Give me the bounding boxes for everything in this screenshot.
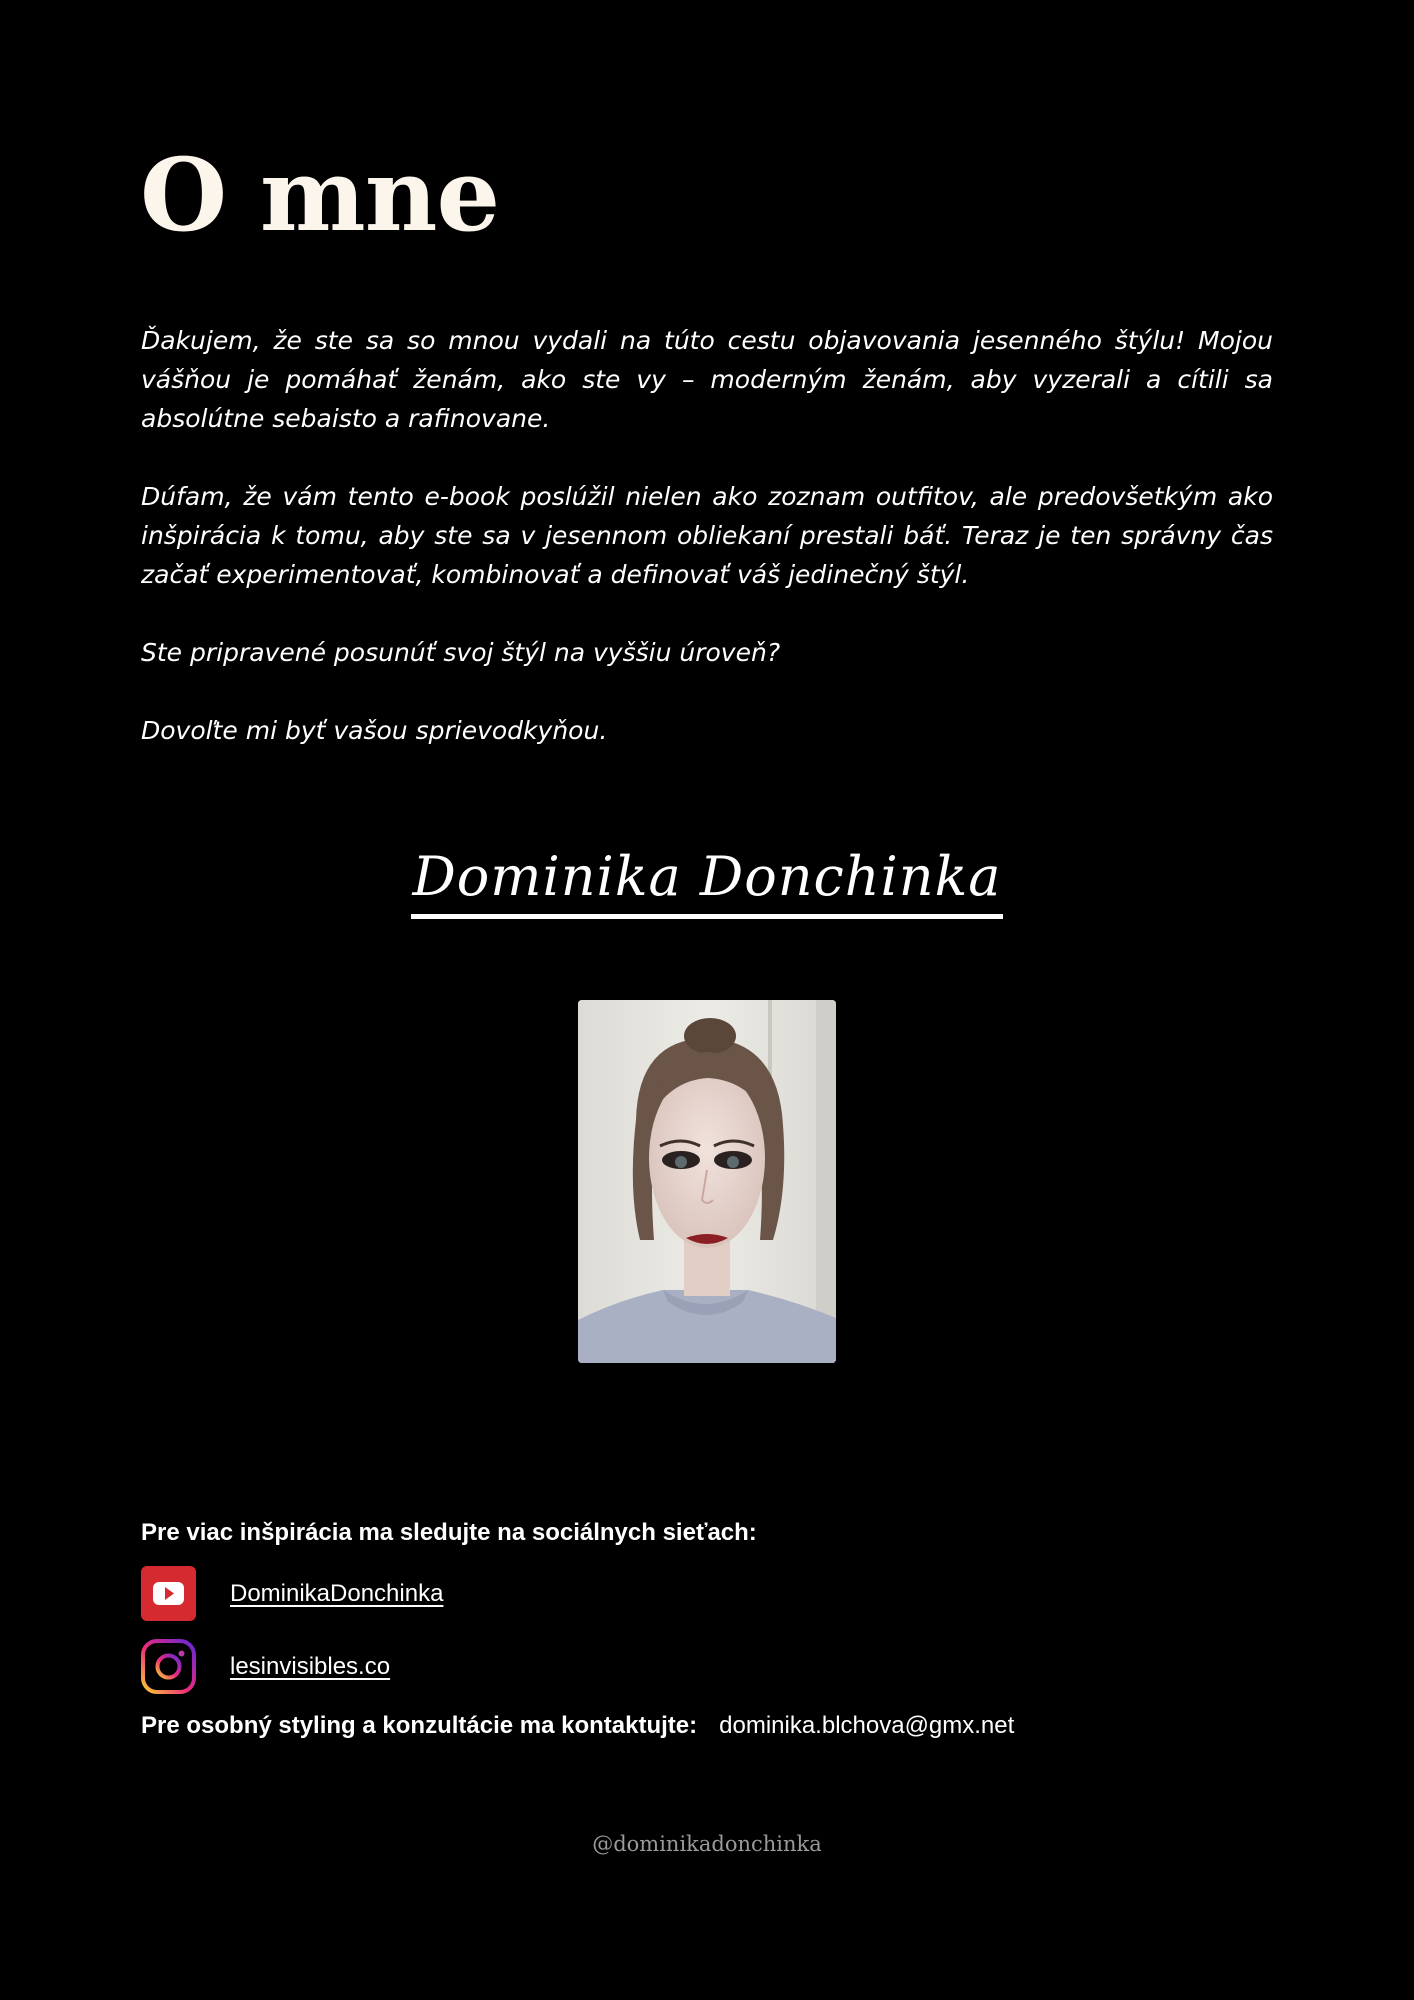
footer-handle: @dominikadonchinka — [592, 1832, 822, 1856]
portrait-photo — [578, 1000, 836, 1363]
intro-text — [141, 321, 1273, 789]
instagram-link[interactable]: lesinvisibles.co — [230, 1652, 391, 1680]
contact-email[interactable]: dominika.blchova@gmx.net — [719, 1712, 1015, 1739]
intro-paragraph-1: Ďakujem, že ste sa so mnou vydali na túto cestu objavovania jesenného štýlu! Mojou vášňou je pomáhať ženám, ako ste vy – moderným ženám, aby vyzerali a cítili sa absolútne sebaisto a rafinovane. — [141, 326, 1273, 433]
instagram-icon[interactable] — [141, 1639, 196, 1694]
youtube-link[interactable]: DominikaDonchinka — [230, 1579, 444, 1607]
signature — [0, 842, 1414, 919]
youtube-icon[interactable] — [141, 1566, 196, 1621]
contact-label: Pre osobný styling a konzultácie ma kontaktujte: — [141, 1712, 698, 1739]
social-heading: Pre viac inšpirácia ma sledujte na sociálnych sieťach: — [141, 1519, 757, 1546]
signature-name: Dominika Donchinka — [411, 842, 1004, 919]
page-title: O mne — [140, 136, 500, 254]
intro-paragraph-2: Dúfam, že vám tento e-book poslúžil nielen ako zoznam outfitov, ale predovšetkým ako inšpirácia k tomu, aby ste sa v jesennom obliekaní prestali báť. Teraz je ten správny čas začať experimentovať, kombinovať a definovať váš jedinečný štýl. — [141, 482, 1273, 589]
social-instagram — [141, 1639, 390, 1694]
intro-question: Ste pripravené posunúť svoj štýl na vyššiu úroveň? — [141, 638, 781, 667]
author-portrait — [578, 1000, 836, 1363]
intro-closing: Dovoľte mi byť vašou sprievodkyňou. — [141, 716, 608, 745]
contact-line — [141, 1708, 1014, 1744]
social-youtube — [141, 1566, 443, 1621]
